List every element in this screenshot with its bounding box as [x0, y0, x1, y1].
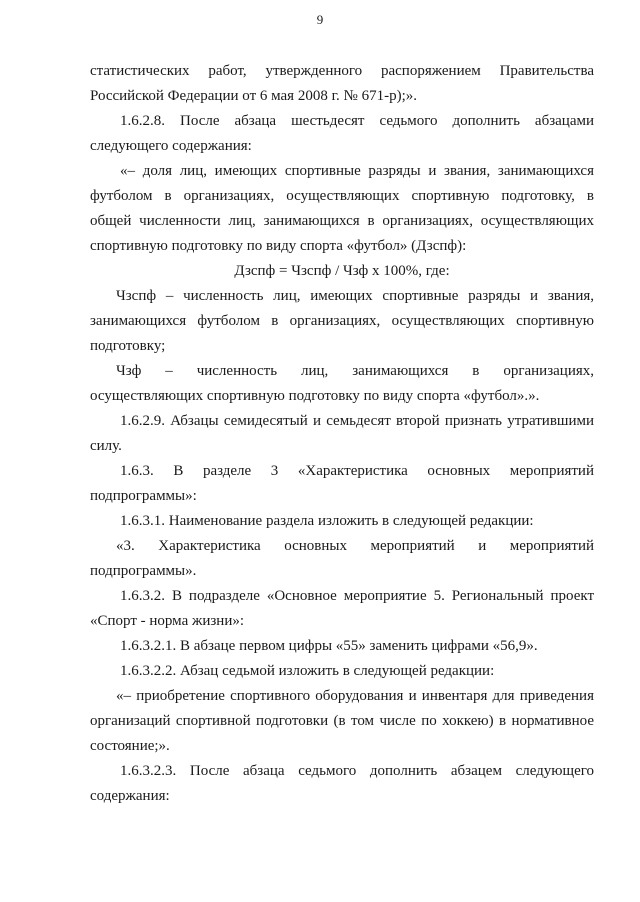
text-line: Чзспф – численность лиц, имеющих спортивные разряды и звания,	[116, 288, 594, 304]
text-line: общей численности лиц, занимающихся в организациях, осуществляющих	[90, 213, 594, 229]
text-line: подпрограммы»:	[90, 488, 197, 504]
text-line: занимающихся футболом в организациях, осуществляющих спортивную	[90, 313, 594, 329]
text-line: 1.6.3.2.1. В абзаце первом цифры «55» заменить цифрами «56,9».	[120, 638, 538, 654]
text-line: 1.6.3.2.2. Абзац седьмой изложить в следующей редакции:	[120, 663, 495, 679]
text-line: «Спорт - норма жизни»:	[90, 613, 245, 629]
text-line: силу.	[90, 438, 122, 454]
text-line: «– доля лиц, имеющих спортивные разряды и звания, занимающихся	[120, 163, 594, 179]
text-line: 1.6.2.8. После абзаца шестьдесят седьмого дополнить абзацами	[120, 113, 594, 129]
text-line: осуществляющих спортивную подготовку по виду спорта «футбол».».	[90, 388, 540, 404]
text-line: «– приобретение спортивного оборудования и инвентаря для приведения	[116, 688, 594, 704]
text-line: 1.6.3.2. В подразделе «Основное мероприятие 5. Региональный проект	[120, 588, 594, 604]
text-line: статистических работ, утвержденного распоряжением Правительства	[90, 63, 594, 79]
text-line: 1.6.2.9. Абзацы семидесятый и семьдесят второй признать утратившими	[120, 413, 594, 429]
text-line: 1.6.3. В разделе 3 «Характеристика основных мероприятий	[120, 463, 594, 479]
text-line: «3. Характеристика основных мероприятий и мероприятий	[116, 538, 594, 554]
text-line: 1.6.3.2.3. После абзаца седьмого дополнить абзацем следующего	[120, 763, 594, 779]
text-line: Чзф – численность лиц, занимающихся в организациях,	[116, 363, 594, 379]
text-line: футболом в организациях, осуществляющих спортивную подготовку, в	[90, 188, 594, 204]
text-line: Российской Федерации от 6 мая 2008 г. № 671-р);».	[90, 88, 417, 104]
text-line: 1.6.3.1. Наименование раздела изложить в следующей редакции:	[120, 513, 534, 529]
text-line: следующего содержания:	[90, 138, 252, 154]
formula-line: Дзспф = Чзспф / Чзф х 100%, где:	[234, 263, 450, 279]
text-line: подготовку;	[90, 338, 166, 354]
document-body	[90, 59, 594, 809]
page-number: 9	[316, 12, 324, 27]
text-line: состояние;».	[90, 738, 170, 754]
text-line: содержания:	[90, 788, 170, 804]
text-line: организаций спортивной подготовки (в том числе по хоккею) в нормативное	[90, 713, 594, 729]
text-line: подпрограммы».	[90, 563, 197, 579]
text-line: спортивную подготовку по виду спорта «футбол» (Дзспф):	[90, 238, 467, 254]
